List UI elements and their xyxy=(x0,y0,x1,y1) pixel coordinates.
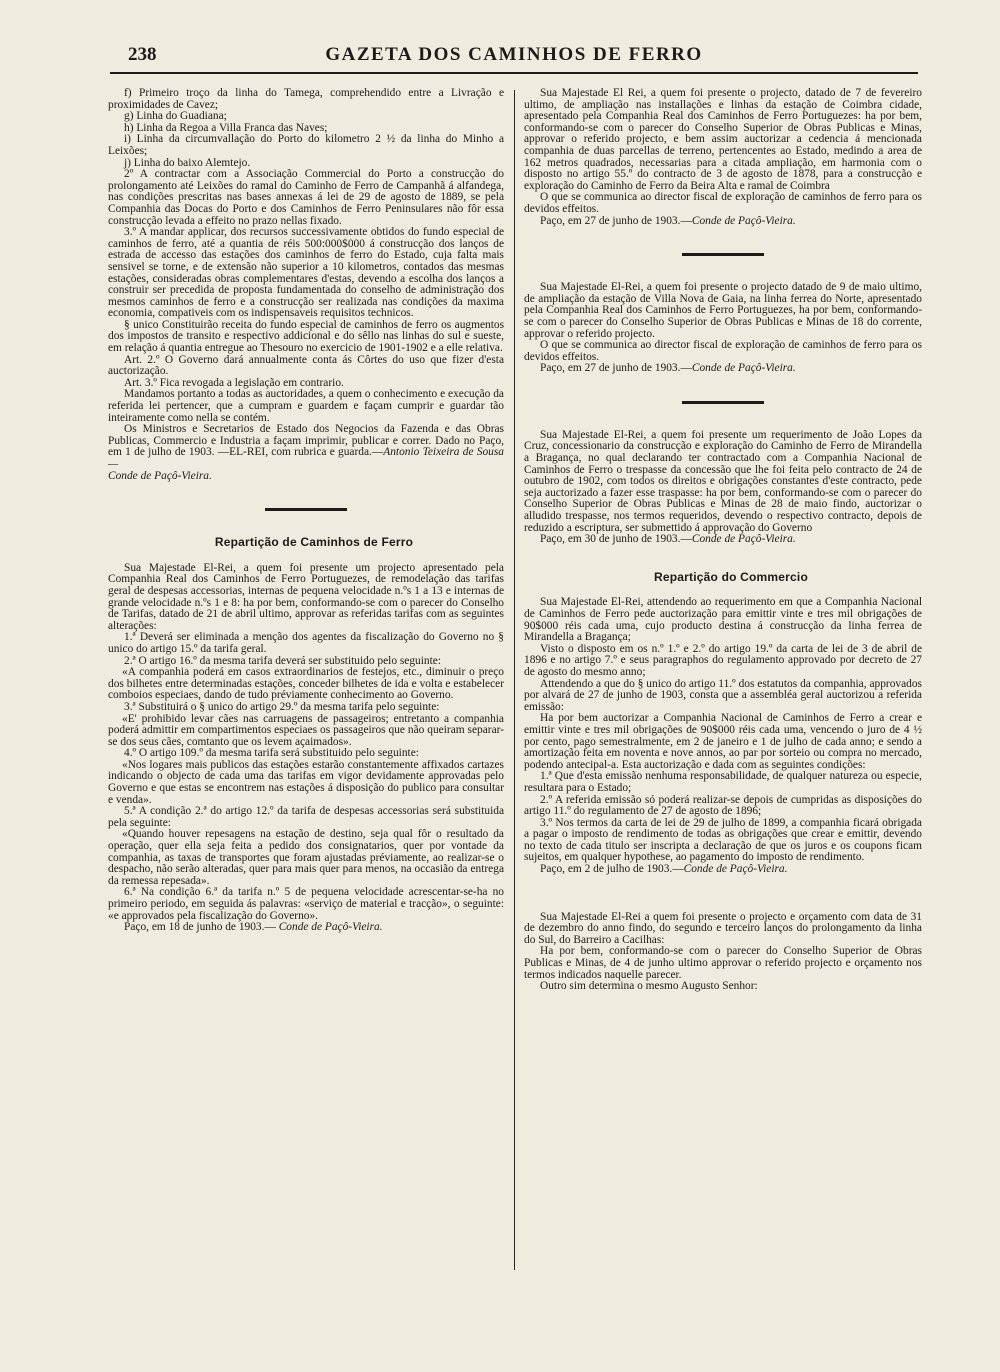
paragraph-2: 2º A contractar com a Associação Commercial do Porto a construcção do prolongamento até Leixões do ramal do Caminho de Ferro de Campanhã á alfandega, nas condições prescritas nas bases annexas á lei de 29 de agosto de 1889, se pela Companhia das Docas do Porto e dos Caminhos de Ferro Peninsulares não fôr essa construcção levada a effeito no prazo nellas fixado. xyxy=(108,168,504,227)
signature-teixeira: Antonio Teixeira de Sousa— xyxy=(108,446,504,470)
paragraph-mandamos: Mandamos portanto a todas as auctoridades, a quem o conhecimento e execução da referida lei pertencer, que a cumpram e guardem e façam cumprir e guardar tão inteiramente como nella se contém. xyxy=(108,388,504,424)
paragraph-art3: Art. 3.º Fica revogada a legislação em contrario. xyxy=(124,376,344,389)
list-item-f: f) Primeiro troço da linha do Tamega, comprehendido entre a Livração e proximidades de Cavez; xyxy=(108,87,504,111)
journal-title: GAZETA DOS CAMINHOS DE FERRO xyxy=(325,44,703,65)
page-header xyxy=(110,44,918,72)
paragraph-rep-5: 5.ª A condição 2.ª do artigo 12.º da tarifa de despesas accessorias será substituida pela seguinte: xyxy=(108,805,504,829)
quote-rep-3: «E' prohibido levar cães nas carruagens de passageiros; entretanto a companhia poderá admittir em compartimentos especiaes os passageiros que não queiram separar-se dos seus cães, comtanto que os levem açaimados». xyxy=(108,712,504,748)
section-heading-caminhos: Repartição de Caminhos de Ferro xyxy=(214,535,414,550)
signature-conde-1: Conde de Paçô-Vieira. xyxy=(108,469,212,482)
commercio-condition-1: 1.ª Que d'esta emissão nenhuma responsabilidade, de qualquer natureza ou especie, resultara para o Estado; xyxy=(524,770,922,794)
paragraph-3: 3.º A mandar applicar, dos recursos successivamente obtidos do fundo especial de caminhos de ferro, até a quantia de réis 500:000$000 á construcção dos lanços de estrada de accesso das estações dos caminhos de ferro do Estado, cuja falta mais sensivel se torne, e de extensão não superior a 10 kilometros, contados das mesmas estações, consideradas obras complementares d'estas, devendo a escolha dos lanços a construir ser precedida de proposta fundamentada do conselho de administração dos mesmos caminhos de ferro e a construcção ser realizada nas condições da maxima economia, compativeis com os indispensaveis requisitos technicos. xyxy=(108,226,504,320)
dateline-rep xyxy=(108,922,504,934)
column-divider xyxy=(514,90,515,1270)
quote-rep-5: «Quando houver repesagens na estação de destino, seja qual fôr o resultado da operação, quer ella seja feita a pedido dos consignatarios, quer por vontade da companhia, as taxas de transportes que foram ajustadas préviamente, ao realizar-se o despacho, não serão alteradas, quer para mais quer para menos, na occasião da entrega da remessa repesada». xyxy=(108,828,504,887)
article-2-communique: O que se communica ao director fiscal de exploração de caminhos de ferro para os devidos effeitos. xyxy=(524,339,922,363)
article-4-decision: Ha por bem, conformando-se com o parecer do Conselho Superior de Obras Publicas e Minas, de 4 de junho ultimo approvar o referido projecto e orçamento nos termos indicados naquelle parecer. xyxy=(524,945,922,981)
paragraph-art2: Art. 2.º O Governo dará annualmente conta ás Côrtes do uso que fizer d'esta auctorização. xyxy=(108,353,504,378)
quote-rep-4: «Nos logares mais publicos das estações estarão constantemente affixados cartazes indicando o objecto de cada uma das tarifas em vigor devidamente approvadas pelo Governo e que estas se encontrem nas estações á disposição do publico para consultar e venda». xyxy=(108,758,504,806)
paragraph-rep-6: 6.ª Na condição 6.ª da tarifa n.º 5 de pequena velocidade acrescentar-se-ha no primeiro periodo, em seguida ás palavras: «serviço de material e tracção», o seguinte: «e approvados pela fiscalização do Governo». xyxy=(108,886,504,922)
article-2-date: Paço, em 27 de junho de 1903.— xyxy=(540,362,692,375)
article-3-dateline xyxy=(524,534,922,546)
article-1-dateline xyxy=(524,216,922,228)
commercio-dateline xyxy=(524,864,922,876)
commercio-signature: Conde de Paçô-Vieira. xyxy=(683,863,788,876)
paragraph-ministros xyxy=(108,424,504,470)
header-rule xyxy=(110,72,918,74)
commercio-paragraph-1: Sua Majestade El-Rei, attendendo ao requerimento em que a Companhia Nacional de Caminhos de Ferro pede auctorização para emittir vinte e tres mil obrigações de 90$000 réis cada uma, cujo producto destina á construcção da linha ferrea de Mirandella a Bragança; xyxy=(524,596,922,644)
ministros-text: Os Ministros e Secretarios de Estado dos Negocios da Fazenda e das Obras Publicas, Commercio e Industria a façam imprimir, publicar e correr. Dado no Paço, em 1 de julho de 1903. —EL-REI, com rubrica e guarda.— xyxy=(108,423,504,459)
section-heading-commercio: Repartição do Commercio xyxy=(654,569,808,584)
article-3-signature: Conde de Paçô-Vieira. xyxy=(691,533,796,546)
article-1-date: Paço, em 27 de junho de 1903.— xyxy=(540,214,692,227)
commercio-condition-2: 2.º A referida emissão só poderá realizar-se depois de cumpridas as disposições do artigo 11.º do regulamento de 27 de agosto de 1896; xyxy=(524,793,922,818)
signature-conde-2: Conde de Paçô-Vieira. xyxy=(278,921,383,934)
article-2-signature: Conde de Paçô-Vieira. xyxy=(691,362,796,375)
article-1-body: Sua Majestade El Rei, a quem foi presente o projecto, datado de 7 de fevereiro ultimo, de ampliação nas installações e linhas da estação de Coimbra cidade, apresentado pela Companhia Real dos Caminhos de Ferro Portuguezes: ha por bem, conformando-se com o parecer do Conselho Superior de Obras Publicas e Minas, approvar o referido projecto, e bem assim auctorizar a cedencia á mencionada companhia de duas parcellas de terreno, pertencentes ao Estado, medindo a area de 162 metros quadrados, necessarias para a citada ampliação, em harmonia com o disposto no artigo 55.º do contracto de 3 de agosto de 1878, para a construcção e exploração do Caminho de Ferro da Beira Alta e ramal de Coimbra xyxy=(524,87,922,192)
paragraph-rep-3: 3.ª Substituirá o § unico do artigo 29.º da mesma tarifa pelo seguinte: xyxy=(124,700,440,713)
commercio-date: Paço, em 2 de julho de 1903.— xyxy=(540,863,684,876)
commercio-paragraph-3: Attendendo a que do § unico do artigo 11.º dos estatutos da companhia, approvados por alvará de 27 de junho de 1903, consta que a assembléa geral auctorizou a referida emissão: xyxy=(524,677,922,713)
right-column xyxy=(524,88,922,993)
dateline-rep-text: Paço, em 18 de junho de 1903.— xyxy=(124,921,279,934)
commercio-paragraph-2: Visto o disposto em os n.º 1.º e 2.º do artigo 19.º da carta de lei de 3 de abril de 1896 e no artigo 7.º e seus paragraphos do regulamento approvado por decreto de 27 de agosto do mesmo anno; xyxy=(524,642,922,678)
article-1-communique: O que se communica ao director fiscal de exploração de caminhos de ferro para os devidos effeitos. xyxy=(524,191,922,215)
article-2-dateline xyxy=(524,363,922,375)
article-4-body: Sua Majestade El-Rei a quem foi presente o projecto e orçamento com data de 31 de dezembro do anno findo, do segundo e terceiro lanços do prolongamento da linha do Sul, do Barreiro a Cacilhas: xyxy=(524,910,922,946)
paragraph-rep-2: 2.ª O artigo 16.º da mesma tarifa deverá ser substituido pelo seguinte: xyxy=(124,654,441,667)
article-3-date: Paço, em 30 de junho de 1903.— xyxy=(540,533,692,546)
article-1-signature: Conde de Paçô-Vieira. xyxy=(691,214,796,227)
quote-rep-2: «A companhia poderá em casos extraordinarios de festejos, etc., diminuir o preço dos bilhetes entre determinadas estações, conceder bilhetes de ida e volta e estabelecer comboios especiaes, dando de tudo préviamente conhecimento ao Governo. xyxy=(108,666,504,702)
article-4-determination: Outro sim determina o mesmo Augusto Senhor: xyxy=(540,980,758,993)
commercio-paragraph-4: Ha por bem auctorizar a Companhia Nacional de Caminhos de Ferro a crear e emittir vinte e tres mil obrigações de 90$000 réis cada uma, vencendo o juro de 4 ½ por cento, pago semestralmente, em 2 de janeiro e 1 de julho de cada anno; e sendo a amortização feita em noventa e nove annos, ao par por sorteio ou compra no mercado, podendo antecipal-a. Esta auctorização e dada com as seguintes condições: xyxy=(524,712,922,771)
list-item-h: h) Linha da Regoa a Villa Franca das Naves; xyxy=(124,121,328,134)
paragraph-rep-1: 1.ª Deverá ser eliminada a menção dos agentes da fiscalização do Governo no § unico do artigo 15.º da tarifa geral. xyxy=(108,631,504,655)
page-number: 238 xyxy=(128,44,157,65)
list-item-i: i) Linha da circumvallação do Porto do kilometro 2 ½ da linha do Minho a Leixões; xyxy=(108,133,504,157)
list-item-g: g) Linha do Guadiana; xyxy=(124,110,227,123)
article-2-body: Sua Majestade El-Rei, a quem foi presente o projecto datado de 9 de maio ultimo, de ampliação da estação de Villa Nova de Gaia, na linha ferrea do Norte, apresentado pela Companhia Real dos Caminhos de Ferro Portuguezes, ha por bem, conformando-se com o parecer do Conselho Superior de Obras Publicas e Minas de 18 do corrente, approvar o referido projecto. xyxy=(524,281,922,340)
left-column xyxy=(108,88,504,934)
article-3-body: Sua Majestade El-Rei, a quem foi presente um requerimento de João Lopes da Cruz, concessionario da construcção e exploração do Caminho de Ferro de Mirandella a Bragança, no qual declarando ter contractado com a Companhia Nacional de Caminhos de Ferro o trespasse da concessão que lhe foi feita pelo contracto de 24 de outubro de 1902, com todos os direitos e obrigações constantes d'este contracto, pede seja auctorizado a fazer esse traspasse: ha por bem, conformando-se com o parecer do Conselho Superior de Obras Publicas e Minas de 28 de maio findo, auctorizar o alludido trespasse, nos termos requeridos, devendo o respectivo contracto, depois de reduzido a escriptura, ser submettido á approvação do Governo xyxy=(524,428,922,534)
commercio-condition-3: 3.º Nos termos da carta de lei de 29 de julho de 1899, a companhia ficará obrigada a pagar o imposto de rendimento de todas as obrigações que crear e emittir, devendo no texto de cada titulo ser inscripta a declaração de que os juros e os coupons ficam sujeitos, em qualquer hypothese, ao pagamento do imposto de rendimento. xyxy=(524,816,922,864)
paragraph-rep-intro: Sua Majestade El-Rei, a quem foi presente um projecto apresentado pela Companhia Real dos Caminhos de Ferro Portuguezes, de remodelação das tarifas geral de despesas accessorias, internas de pequena velocidade n.ºs 1 a 13 e internas de grande velocidade n.ºs 1 e 8: ha por bem, conformando-se com o parecer do Conselho de Tarifas, datado de 21 de abril ultimo, approvar as referidas tarifas com as seguintes alterações: xyxy=(108,561,504,632)
paragraph-rep-4: 4.º O artigo 109.º da mesma tarifa será substituido pelo seguinte: xyxy=(124,747,419,760)
list-item-j: j) Linha do baixo Alemtejo. xyxy=(124,156,251,169)
paragraph-unico: § unico Constituirão receita do fundo especial de caminhos de ferro os augmentos dos impostos de transito e respectivo addicional e do sêllo nas linhas do sul e sueste, em relação á quantia entregue ao Thesouro no exercicio de 1901-1902 e a elle relativa. xyxy=(108,318,504,355)
